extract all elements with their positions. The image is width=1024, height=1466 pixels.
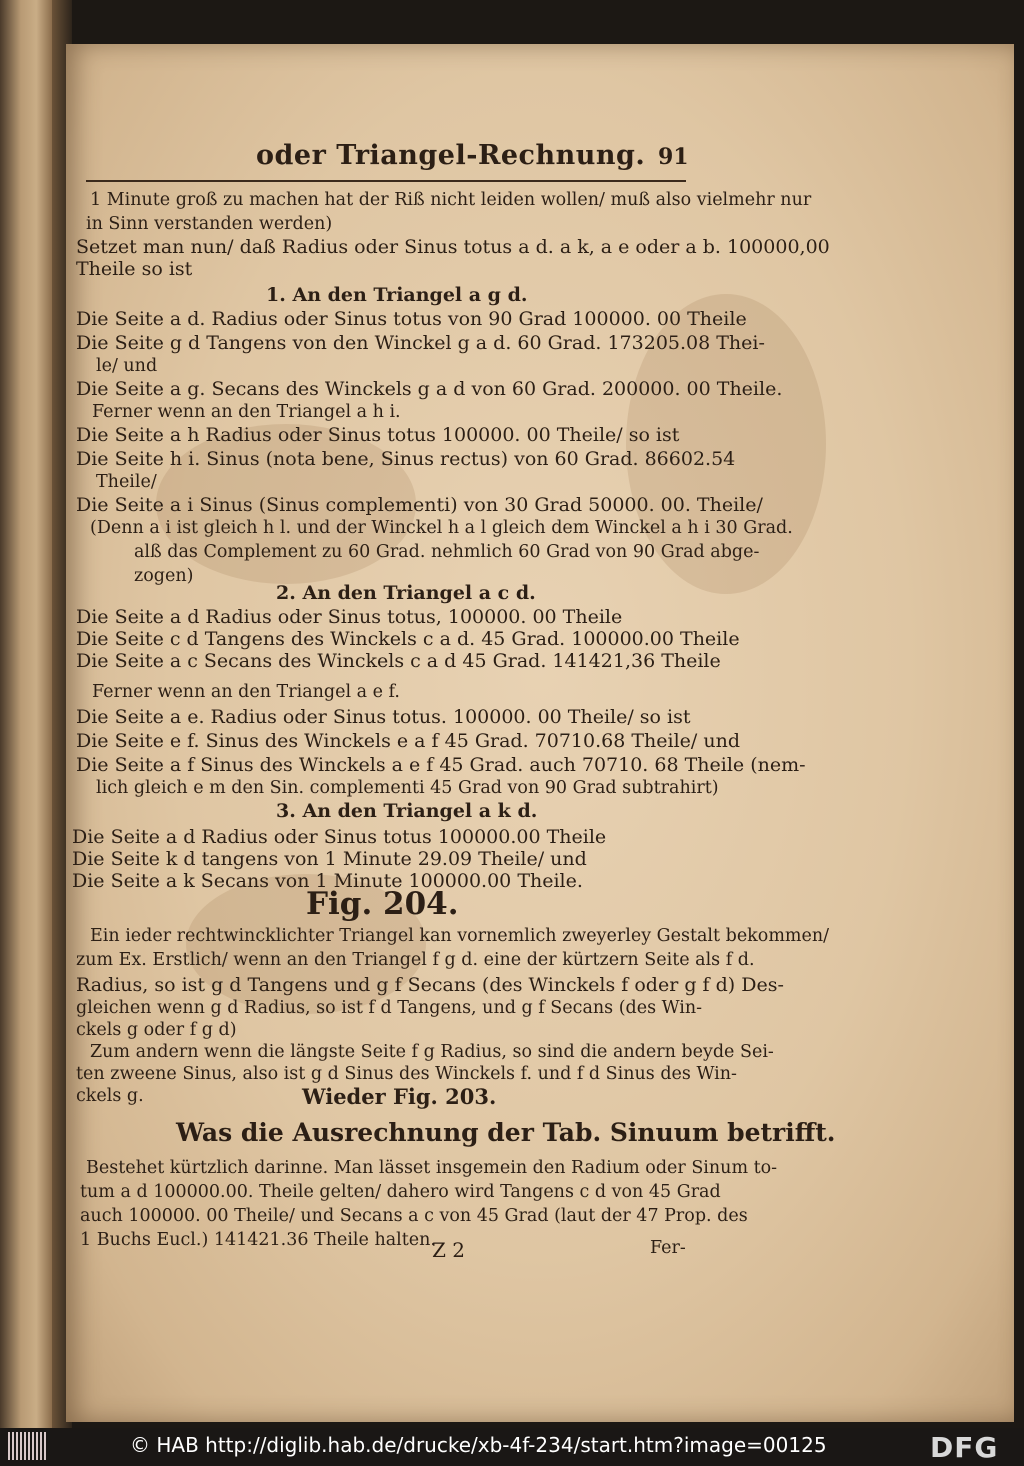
text-line: Die Seite a d Radius oder Sinus totus, 100000. 00 Theile bbox=[76, 606, 623, 628]
text-line: Die Seite c d Tangens des Winckels c a d. 45 Grad. 100000.00 Theile bbox=[76, 628, 740, 650]
catchword: Fer- bbox=[650, 1238, 686, 1258]
text-line: Zum andern wenn die längste Seite f g Radius, so sind die andern beyde Sei- bbox=[90, 1042, 774, 1062]
text-line: Setzet man nun/ daß Radius oder Sinus totus a d. a k, a e oder a b. 100000,00 bbox=[76, 236, 830, 258]
section-heading: Was die Ausrechnung der Tab. Sinuum betrifft. bbox=[176, 1118, 836, 1147]
text-line: le/ und bbox=[96, 356, 158, 376]
signature-mark: Z 2 bbox=[432, 1238, 465, 1262]
text-line: zogen) bbox=[134, 566, 194, 586]
text-line: Die Seite a d Radius oder Sinus totus 100000.00 Theile bbox=[72, 826, 607, 848]
text-line: Bestehet kürtzlich darinne. Man lässet insgemein den Radium oder Sinum to- bbox=[86, 1158, 778, 1178]
text-line: Die Seite g d Tangens von den Winckel g a d. 60 Grad. 173205.08 Thei- bbox=[76, 332, 765, 354]
text-line: ckels g. bbox=[76, 1086, 144, 1106]
text-line: tum a d 100000.00. Theile gelten/ dahero wird Tangens c d von 45 Grad bbox=[80, 1182, 721, 1202]
text-line: ckels g oder f g d) bbox=[76, 1020, 237, 1040]
text-line: Ein ieder rechtwincklichter Triangel kan vornemlich zweyerley Gestalt bekommen/ bbox=[90, 926, 830, 946]
text-line: Die Seite a c Secans des Winckels c a d 45 Grad. 141421,36 Theile bbox=[76, 650, 721, 672]
text-line: Die Seite a e. Radius oder Sinus totus. 100000. 00 Theile/ so ist bbox=[76, 706, 691, 728]
text-line: Die Seite a h Radius oder Sinus totus 100000. 00 Theile/ so ist bbox=[76, 424, 680, 446]
text-line: auch 100000. 00 Theile/ und Secans a c von 45 Grad (laut der 47 Prop. des bbox=[80, 1206, 748, 1226]
facing-page-edge bbox=[0, 0, 52, 1428]
text-line: Theile/ bbox=[96, 472, 157, 492]
hab-logo-icon bbox=[8, 1432, 48, 1460]
text-line: gleichen wenn g d Radius, so ist f d Tangens, und g f Secans (des Win- bbox=[76, 998, 703, 1018]
text-line: lich gleich e m den Sin. complementi 45 Grad von 90 Grad subtrahirt) bbox=[96, 778, 719, 798]
text-line: 1 Minute groß zu machen hat der Riß nicht leiden wollen/ muß also vielmehr nur bbox=[90, 190, 812, 210]
dfg-logo: DFG bbox=[930, 1431, 999, 1464]
book-page bbox=[66, 44, 1014, 1422]
text-line: Die Seite a f Sinus des Winckels a e f 45 Grad. auch 70710. 68 Theile (nem- bbox=[76, 754, 806, 776]
text-line: Ferner wenn an den Triangel a h i. bbox=[92, 402, 401, 422]
text-line: Die Seite a k Secans von 1 Minute 100000.00 Theile. bbox=[72, 870, 583, 892]
text-line: Die Seite a i Sinus (Sinus complementi) von 30 Grad 50000. 00. Theile/ bbox=[76, 494, 763, 516]
text-line: Die Seite h i. Sinus (nota bene, Sinus rectus) von 60 Grad. 86602.54 bbox=[76, 448, 736, 470]
running-head: oder Triangel-Rechnung. bbox=[256, 140, 646, 171]
text-line: Die Seite a d. Radius oder Sinus totus von 90 Grad 100000. 00 Theile bbox=[76, 308, 747, 330]
header-rule bbox=[86, 180, 686, 182]
text-line: ten zweene Sinus, also ist g d Sinus des Winckels f. und f d Sinus des Win- bbox=[76, 1064, 737, 1084]
text-line: Die Seite k d tangens von 1 Minute 29.09 Theile/ und bbox=[72, 848, 587, 870]
text-line: Radius, so ist g d Tangens und g f Secans (des Winckels f oder g f d) Des- bbox=[76, 974, 784, 996]
figure-heading: Fig. 204. bbox=[306, 886, 459, 922]
page-text bbox=[66, 44, 1014, 1422]
copyright-link[interactable]: © HAB http://diglib.hab.de/drucke/xb-4f-234/start.htm?image=00125 bbox=[130, 1433, 827, 1457]
text-line: (Denn a i ist gleich h l. und der Winckel h a l gleich dem Winckel a h i 30 Grad. bbox=[90, 518, 793, 538]
text-line: Ferner wenn an den Triangel a e f. bbox=[92, 682, 400, 702]
text-line: Die Seite e f. Sinus des Winckels e a f 45 Grad. 70710.68 Theile/ und bbox=[76, 730, 740, 752]
subheading: 3. An den Triangel a k d. bbox=[276, 800, 538, 822]
subheading: 2. An den Triangel a c d. bbox=[276, 582, 536, 604]
text-line: Theile so ist bbox=[76, 258, 193, 280]
subheading: 1. An den Triangel a g d. bbox=[266, 284, 528, 306]
wieder-heading: Wieder Fig. 203. bbox=[302, 1084, 497, 1109]
text-line: zum Ex. Erstlich/ wenn an den Triangel f g d. eine der kürtzern Seite als f d. bbox=[76, 950, 755, 970]
text-line: 1 Buchs Eucl.) 141421.36 Theile halten. bbox=[80, 1230, 436, 1250]
text-line: alß das Complement zu 60 Grad. nehmlich 60 Grad von 90 Grad abge- bbox=[134, 542, 760, 562]
text-line: Die Seite a g. Secans des Winckels g a d von 60 Grad. 200000. 00 Theile. bbox=[76, 378, 783, 400]
page-number: 91 bbox=[658, 144, 689, 170]
text-line: in Sinn verstanden werden) bbox=[86, 214, 333, 234]
